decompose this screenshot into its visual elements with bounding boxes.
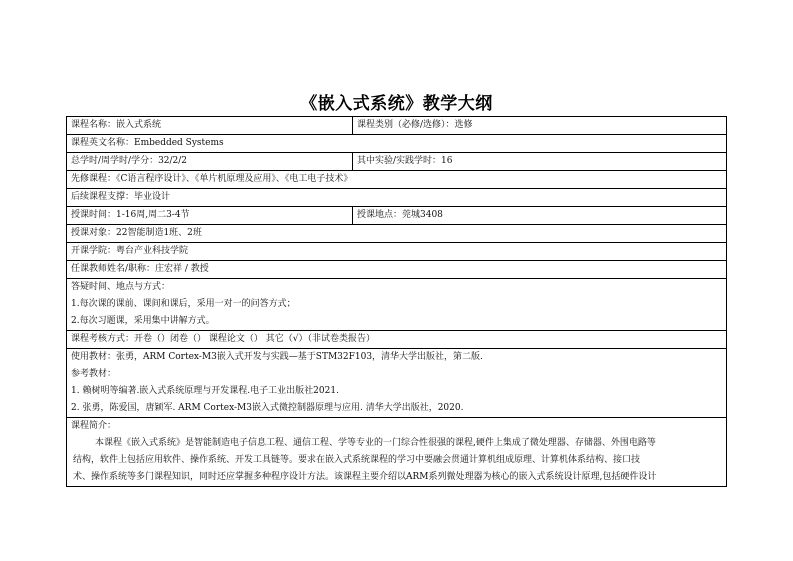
row-course-name	[67, 117, 727, 135]
instructor: 任课教师姓名/职称：庄宏祥 / 教授	[67, 261, 727, 279]
row-english-name	[67, 135, 727, 153]
location: 授课地点：莞城3408	[353, 207, 727, 225]
syllabus-table	[66, 116, 727, 487]
course-category: 课程类别（必修/选修）：选修	[353, 117, 727, 135]
intro-line: 术、操作系统等多门课程知识，同时还应掌握多种程序设计方法。该课程主要介绍以ARM系列微处理器为核心的嵌入式系统设计原理,包括硬件设计	[73, 472, 657, 482]
row-hours	[67, 153, 727, 171]
office-hours-item: 1.每次课的课前、课间和课后，采用一对一的问答方式；	[71, 299, 296, 309]
intro-line: 本课程《嵌入式系统》是智能制造电子信息工程、通信工程、学等专业的一门综合性很强的课程,硬件上集成了微处理器、存储器、外围电路等	[95, 438, 656, 448]
row-instructor	[67, 261, 727, 279]
intro-heading: 课程简介：	[71, 421, 117, 431]
office-hours-heading: 答疑时间、地点与方式：	[71, 282, 171, 292]
follow-up-courses: 后续课程支撑：毕业设计	[67, 189, 727, 207]
college: 开课学院：粤台产业科技学院	[67, 243, 727, 261]
reference-item: 2. 张勇，陈爱国，唐颖军. ARM Cortex-M3嵌入式微控制器原理与应用. 清华大学出版社，2020.	[71, 403, 464, 413]
row-intro	[67, 418, 727, 487]
reference-heading: 参考教材：	[71, 369, 117, 379]
office-hours	[67, 279, 727, 331]
row-assessment	[67, 331, 727, 349]
course-name: 课程名称：嵌入式系统	[67, 117, 353, 135]
row-schedule	[67, 207, 727, 225]
textbooks	[67, 349, 727, 418]
row-audience	[67, 225, 727, 243]
course-english-name: 课程英文名称：Embedded Systems	[67, 135, 727, 153]
reference-item: 1. 赖树明等编著.嵌入式系统原理与开发课程.电子工业出版社2021.	[71, 386, 339, 396]
prerequisites: 先修课程：《C语言程序设计》、《单片机原理及应用》、《电工电子技术》	[67, 171, 727, 189]
schedule: 授课时间：1-16周,周二3-4节	[67, 207, 353, 225]
row-college	[67, 243, 727, 261]
row-office-hours	[67, 279, 727, 331]
audience: 授课对象：22智能制造1班、2班	[67, 225, 727, 243]
hours-credits: 总学时/周学时/学分：32/2/2	[67, 153, 353, 171]
office-hours-item: 2.每次习题课，采用集中讲解方式。	[71, 316, 215, 326]
lab-hours: 其中实验/实践学时：16	[353, 153, 727, 171]
main-textbook: 使用教材：张勇，ARM Cortex-M3嵌入式开发与实践—基于STM32F103，清华大学出版社，第二版.	[71, 352, 483, 362]
row-prerequisites	[67, 171, 727, 189]
assessment-method: 课程考核方式：开卷（）闭卷（） 课程论文（） 其它（√）（非试卷类报告）	[67, 331, 727, 349]
intro-line: 结构，软件上包括应用软件、操作系统、开发工具链等。要求在嵌入式系统课程的学习中要融会贯通计算机组成原理、计算机体系结构、接口技	[73, 455, 641, 465]
course-intro	[67, 418, 727, 487]
document-title: 《嵌入式系统》教学大纲	[300, 94, 493, 114]
row-follow-up	[67, 189, 727, 207]
row-textbooks	[67, 349, 727, 418]
